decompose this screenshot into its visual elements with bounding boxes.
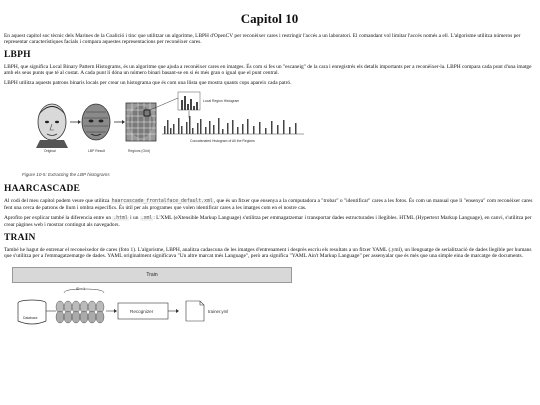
- train-figure: [4, 263, 304, 337]
- lbph-figure-caption: Figure 10-5: Extracting the LBP histograms: [22, 172, 110, 178]
- haar-p2-text-c: : L'XML (eXtensible Markup Language) s'utilitza per emmagatzemar i transportar dades estructurades i llegibles. HTML (Hypertext Markup Language), en canvi, s'utilitza per crear pàgines web i mostrar contingut als navegadors.: [4, 214, 532, 229]
- database-icon: [18, 300, 46, 324]
- lbph-figure: [4, 90, 304, 170]
- file-icon: [186, 301, 204, 321]
- train-bar: Train: [12, 267, 292, 283]
- regions-label: Regions (Grid): [128, 149, 151, 154]
- lbp-result-label: LBP Result: [88, 149, 105, 154]
- concatenated-histogram: [162, 116, 304, 134]
- original-label: Original: [44, 149, 56, 154]
- haar-paragraph-2: [4, 215, 535, 229]
- section-heading-haarcascade: HAARCASCADE: [4, 184, 81, 195]
- concatenated-histogram-label: Concatenated Histogram of All the Regions: [190, 139, 255, 144]
- haar-p1-text-b: , que és un fitxer que ensenya a la computadora a "trobar" o "identificar" cares a les fotos. És com un manual que li "ensenya" com reconèixer cares fent una cerca de patrons de llum i ombra específics. És útil per als programes que volen identificar cares a les imatges com en el nostre cas.: [4, 198, 533, 212]
- xml-extension: .xml: [140, 215, 153, 221]
- haar-p2-text-b: i un: [128, 214, 140, 221]
- haar-xml-filename: haarcascade_frontalface_default.xml: [111, 199, 213, 205]
- lbph-paragraph-2: LBPH utilitza aquests patrons binaris locals per crear un histograma que és com una llista que mostra quants cops apareix cada patró.: [4, 79, 292, 86]
- recognizer-label: Recognizer: [130, 309, 154, 315]
- database-label: Database: [23, 316, 38, 321]
- haar-p1-text-a: Al codi del meu capítol podem veure que utilitza: [4, 198, 111, 205]
- local-region-histogram: [178, 92, 200, 110]
- train-paragraph-1: També he hagut de entrenar el reconeixedor de cares (foto 1). L'algorisme, LBPH, analitza cadascuna de les imatges d'entrenament i desprès escriu els resultats a un fitxer YAML (.yml), un llenguatge de serialització de dades llegible per humans que s'utilitza per a l'emmagatzematge de dades. YAML originalment significava "Un altre marcat més Language", però ara significa "YAML Ain't Markup Language" per assenyalar que és més que una simple eina de marcatge de documents.: [4, 246, 532, 260]
- local-region-histogram-label: Local Region Histogram: [203, 99, 240, 104]
- training-faces: [56, 301, 104, 323]
- regions-grid-image: [126, 103, 156, 141]
- page-title: Capitol 10: [240, 11, 299, 26]
- section-heading-train: TRAIN: [4, 232, 36, 243]
- id-label: ID = 1: [76, 287, 86, 292]
- html-extension: .html: [113, 215, 128, 221]
- haar-paragraph-1: [4, 198, 535, 212]
- trainer-file-label: trainer.yml: [208, 309, 229, 315]
- intro-paragraph: En aquest capítol soc tècnic dels Marines de la Coalició i tinc que utilitzar un algoritme, LBPH d'OpenCV per reconèixer cares i restringir l'accés a un laboratori. El comandant vol limitar l'accés només a ell. L'algorisme utilitza números per representar característiques facials i compara aquestes representacions per reconèixer cares.: [4, 33, 521, 46]
- train-diagram: [4, 263, 304, 337]
- original-face-image: [36, 104, 68, 148]
- haar-p2-text-a: Aprofito per explicar també la diferencia entre un: [4, 214, 113, 221]
- document-page: [4, 0, 535, 337]
- lbph-paragraph-1: LBPH, que significa Local Binary Pattern Histograms, és un algoritme que ajuda a reconèixer cares en imatges. És com si fes un "escaneig" de la cara i enregistrés els detalls importants per a reconèixer-la. LBPH compara cada punt d'una imatge amb els seus punts que té al costat. A cada punt li dóna un número binari basant-se en si és més gran o igual que el punt central.: [4, 63, 532, 77]
- lbph-diagram: [4, 90, 304, 170]
- section-heading-lbph: LBPH: [4, 49, 31, 60]
- lbp-result-image: [82, 104, 110, 140]
